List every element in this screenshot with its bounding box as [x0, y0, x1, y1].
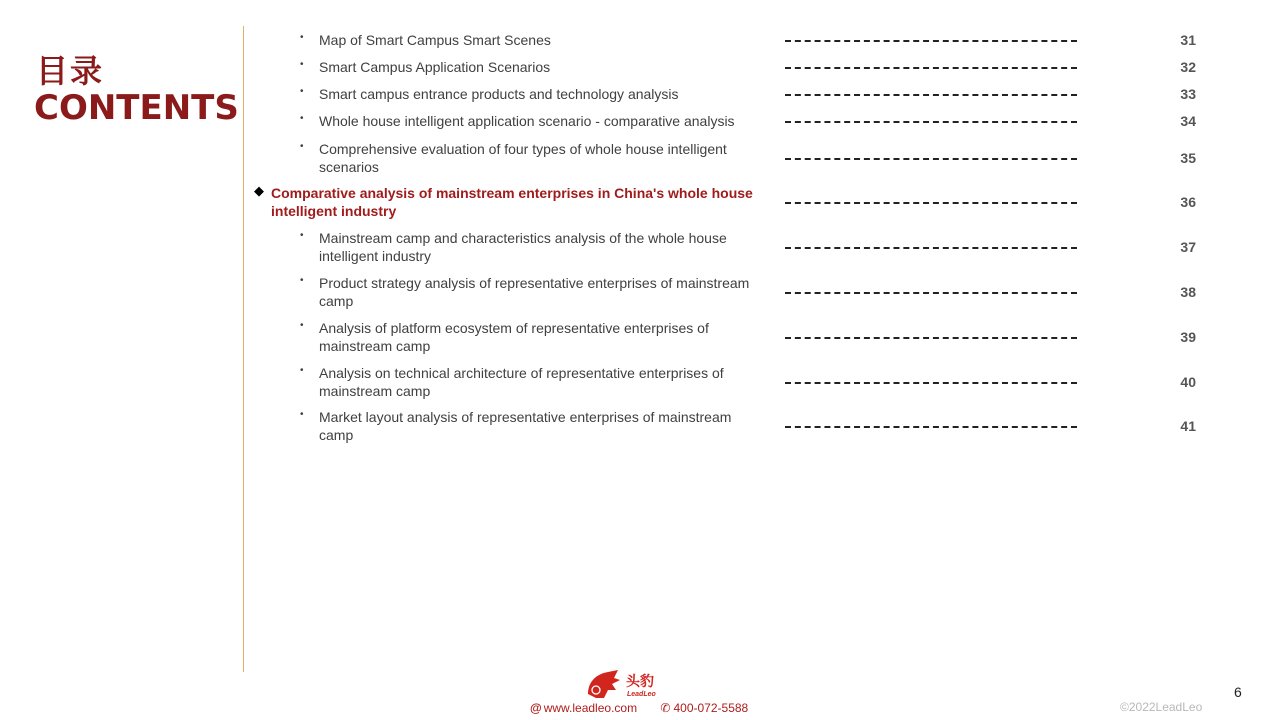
- toc-entry-title-line: Product strategy analysis of representative enterprises of mainstream: [319, 275, 750, 291]
- toc-entry-title-line: Whole house intelligent application scenario - comparative analysis: [319, 113, 735, 129]
- toc-entry-title-line: Smart campus entrance products and technology analysis: [319, 86, 679, 102]
- bullet-icon: •: [300, 141, 304, 152]
- toc-entry-title: [319, 31, 551, 49]
- dotted-leader: [785, 247, 1077, 249]
- toc-page-number: 39: [1180, 329, 1196, 345]
- toc-entry-title-line: Market layout analysis of representative enterprises of mainstream: [319, 409, 732, 425]
- toc-entry-title: [319, 229, 727, 265]
- web-icon: @: [530, 701, 542, 715]
- dotted-leader: [785, 426, 1077, 428]
- toc-entry-title: [319, 274, 749, 310]
- page-number: 6: [1234, 684, 1242, 700]
- toc-entry-title-line: intelligent industry: [319, 248, 432, 264]
- toc-entry-title: [319, 319, 709, 355]
- toc-entry-title-line: Comprehensive evaluation of four types of whole house intelligent: [319, 141, 727, 157]
- phone-text: 400-072-5588: [673, 701, 749, 715]
- copyright-text: ©2022LeadLeo: [1120, 700, 1203, 714]
- toc-entry-title-line: Mainstream camp and characteristics analysis of the whole house: [319, 230, 727, 246]
- phone-link[interactable]: [660, 701, 758, 715]
- bullet-icon: •: [300, 275, 304, 286]
- title-chinese: 目录: [36, 52, 105, 90]
- bullet-icon: •: [300, 320, 304, 331]
- toc-page-number: 37: [1180, 239, 1196, 255]
- toc-entry-title-line: camp: [319, 293, 354, 309]
- website-text: www.leadleo.com: [543, 701, 638, 715]
- dotted-leader: [785, 67, 1077, 69]
- toc-entry-title-line: Smart Campus Application Scenarios: [319, 59, 551, 75]
- toc-entry-title-line: mainstream camp: [319, 383, 431, 399]
- toc-entry-title: [319, 58, 550, 76]
- toc-page-number: 40: [1180, 374, 1196, 390]
- dotted-leader: [785, 121, 1077, 123]
- toc-page-number: 35: [1180, 150, 1196, 166]
- toc-page-number: 38: [1180, 284, 1196, 300]
- bullet-icon: •: [300, 230, 304, 241]
- logo-cn-text: 头豹: [626, 674, 654, 690]
- dotted-leader: [785, 94, 1077, 96]
- bullet-icon: •: [300, 32, 304, 43]
- dotted-leader: [785, 202, 1077, 204]
- footer-contact: [530, 701, 768, 715]
- toc-page-number: 36: [1180, 194, 1196, 210]
- toc-entry-title-line: Analysis of platform ecosystem of representative enterprises of: [319, 320, 709, 336]
- bullet-icon: •: [300, 86, 304, 97]
- toc-entry-title-line: camp: [319, 427, 354, 443]
- toc-entry-title-line: mainstream camp: [319, 338, 431, 354]
- toc-entry-title: [319, 364, 724, 400]
- toc-page-number: 31: [1180, 32, 1196, 48]
- toc-entry-title-line: scenarios: [319, 159, 379, 175]
- toc-page-number: 33: [1180, 86, 1196, 102]
- bullet-icon: •: [300, 409, 304, 420]
- bullet-icon: •: [300, 59, 304, 70]
- toc-page-number: 34: [1180, 113, 1196, 129]
- toc-entry-title: [319, 408, 731, 444]
- divider-line: [243, 26, 244, 672]
- dotted-leader: [785, 382, 1077, 384]
- title-english: CONTENTS: [34, 88, 239, 128]
- phone-icon: ✆: [660, 701, 671, 715]
- toc-entry-title: [271, 184, 753, 220]
- toc-entry-title-line: Map of Smart Campus Smart Scenes: [319, 32, 551, 48]
- diamond-bullet-icon: ◆: [254, 183, 264, 198]
- dotted-leader: [785, 292, 1077, 294]
- toc-page-number: 32: [1180, 59, 1196, 75]
- leadleo-logo: [586, 668, 666, 700]
- toc-entry-title: [319, 112, 735, 130]
- leopard-head-icon: [588, 670, 620, 698]
- toc-entry-title: [319, 140, 727, 176]
- dotted-leader: [785, 40, 1077, 42]
- toc-entry-title-line: Comparative analysis of mainstream enterprises in China's whole house: [271, 185, 753, 201]
- website-link[interactable]: [530, 701, 647, 715]
- bullet-icon: •: [300, 365, 304, 376]
- dotted-leader: [785, 337, 1077, 339]
- toc-entry-title-line: Analysis on technical architecture of representative enterprises of: [319, 365, 724, 381]
- logo-en-text: LeadLeo: [627, 691, 656, 698]
- toc-entry-title-line: intelligent industry: [271, 203, 397, 219]
- toc-entry-title: [319, 85, 679, 103]
- bullet-icon: •: [300, 113, 304, 124]
- toc-page-number: 41: [1180, 418, 1196, 434]
- dotted-leader: [785, 158, 1077, 160]
